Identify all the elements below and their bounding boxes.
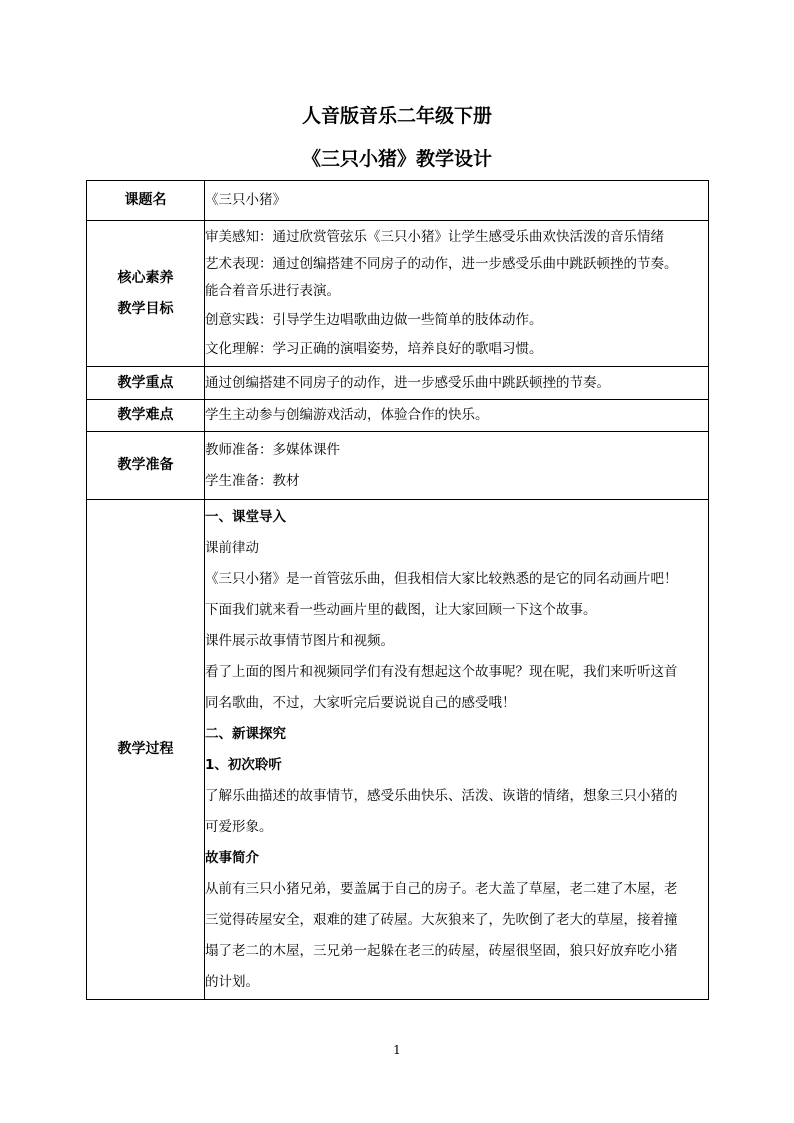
- process-line: 下面我们就来看一些动画片里的截图，让大家回顾一下这个故事。: [205, 601, 597, 618]
- row-key-points: [87, 367, 709, 400]
- process-heading: 二、新课探究: [205, 725, 286, 742]
- row-preparation: [87, 432, 709, 500]
- process-line: 的计划。: [205, 973, 259, 990]
- goal-line: 能合着音乐进行表演。: [205, 283, 340, 299]
- goal-line: 创意实践：引导学生边唱歌曲边做一些简单的肢体动作。: [205, 312, 543, 328]
- difficulties-value: 学生主动参与创编游戏活动，体验合作的快乐。: [205, 400, 709, 432]
- process-label: 教学过程: [87, 500, 205, 1000]
- goal-line: 文化理解：学习正确的演唱姿势，培养良好的歌唱习惯。: [205, 341, 543, 357]
- process-line: 看了上面的图片和视频同学们有没有想起这个故事呢？现在呢，我们来听听这首: [205, 663, 678, 680]
- preparation-label: 教学准备: [87, 432, 205, 500]
- process-heading: 一、课堂导入: [205, 508, 286, 525]
- goal-line: 审美感知：通过欣赏管弦乐《三只小猪》让学生感受乐曲欢快活泼的音乐情绪: [205, 229, 664, 245]
- preparation-line: 学生准备：教材: [205, 472, 300, 489]
- process-line: 《三只小猪》是一首管弦乐曲，但我相信大家比较熟悉的是它的同名动画片吧！: [205, 570, 678, 587]
- preparation-line: 教师准备：多媒体课件: [205, 441, 340, 458]
- process-line: 三觉得砖屋安全，艰难的建了砖屋。大灰狼来了，先吹倒了老大的草屋，接着撞: [205, 911, 678, 928]
- goals-label-line1: 核心素养: [117, 269, 174, 286]
- process-lines: [205, 502, 708, 998]
- row-difficulties: [87, 400, 709, 432]
- process-content: [205, 500, 709, 1000]
- row-goals: [87, 221, 709, 367]
- process-line: 课前律动: [205, 539, 259, 556]
- key-points-label: 教学重点: [87, 367, 205, 400]
- key-points-value: 通过创编搭建不同房子的动作，进一步感受乐曲中跳跃顿挫的节奏。: [205, 367, 709, 400]
- document-subtitle: 人音版音乐二年级下册: [301, 105, 492, 127]
- topic-label: 课题名: [87, 181, 205, 221]
- document-title: 《三只小猪》教学设计: [301, 148, 492, 170]
- process-heading: 故事简介: [205, 849, 259, 866]
- goal-line: 艺术表现：通过创编搭建不同房子的动作，进一步感受乐曲中跳跃顿挫的节奏。: [205, 256, 678, 272]
- process-heading: 1、初次聆听: [205, 756, 282, 773]
- goals-label: [87, 221, 205, 367]
- process-line: 课件展示故事情节图片和视频。: [205, 632, 394, 649]
- process-line: 可爱形象。: [205, 818, 273, 835]
- process-line: 了解乐曲描述的故事情节，感受乐曲快乐、活泼、诙谐的情绪，想象三只小猪的: [205, 787, 678, 804]
- process-line: 同名歌曲，不过，大家听完后要说说自己的感受哦！: [205, 694, 516, 711]
- row-process: [87, 500, 709, 1000]
- page-number: 1: [393, 1043, 401, 1057]
- row-topic: [87, 181, 709, 221]
- process-line: 塌了老二的木屋，三兄弟一起躲在老三的砖屋，砖屋很坚固，狼只好放弃吃小猪: [205, 942, 678, 959]
- goals-content: [205, 221, 709, 367]
- goals-label-line2: 教学目标: [117, 300, 174, 317]
- topic-value: 《三只小猪》: [205, 181, 709, 221]
- lesson-plan-table: [86, 180, 709, 1000]
- process-line: 从前有三只小猪兄弟，要盖属于自己的房子。老大盖了草屋，老二建了木屋，老: [205, 880, 678, 897]
- preparation-content: [205, 432, 709, 500]
- difficulties-label: 教学难点: [87, 400, 205, 432]
